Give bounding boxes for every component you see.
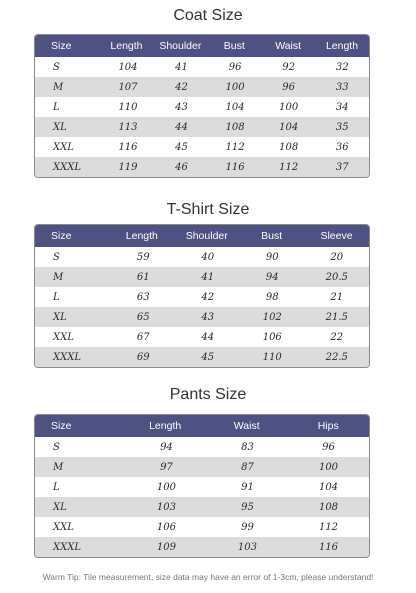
table-row bbox=[35, 247, 369, 267]
measurement-cell: 116 bbox=[118, 141, 138, 153]
tshirt-table-header bbox=[35, 225, 369, 247]
measurement-cell: 67 bbox=[136, 331, 150, 343]
size-cell: XXL bbox=[53, 521, 74, 533]
measurement-cell: 102 bbox=[262, 311, 282, 323]
measurement-cell: 21.5 bbox=[325, 311, 348, 323]
table-row bbox=[35, 497, 369, 517]
measurement-cell: 110 bbox=[118, 101, 138, 113]
measurement-cell: 43 bbox=[175, 101, 188, 113]
measurement-cell: 110 bbox=[262, 351, 282, 363]
measurement-cell: 100 bbox=[225, 81, 245, 93]
measurement-cell: 119 bbox=[118, 161, 138, 173]
pants-header-hips: Hips bbox=[317, 420, 339, 432]
measurement-cell: 42 bbox=[175, 81, 188, 93]
table-row bbox=[35, 57, 369, 77]
measurement-cell: 96 bbox=[322, 441, 335, 453]
pants-header-length: Length bbox=[149, 420, 182, 432]
measurement-cell: 108 bbox=[318, 501, 339, 513]
measurement-cell: 112 bbox=[318, 521, 339, 533]
size-cell: M bbox=[53, 271, 64, 283]
size-cell: XXXL bbox=[53, 541, 81, 553]
table-row bbox=[35, 157, 369, 177]
size-cell: S bbox=[53, 441, 60, 453]
coat-size-title: Coat Size bbox=[173, 7, 243, 24]
measurement-cell: 20 bbox=[330, 251, 344, 263]
table-row bbox=[35, 97, 369, 117]
size-cell: XXL bbox=[53, 141, 74, 153]
pants-size-title: Pants Size bbox=[169, 386, 247, 403]
table-row bbox=[35, 137, 369, 157]
measurement-cell: 92 bbox=[282, 61, 296, 73]
tshirt-table-body bbox=[35, 247, 369, 367]
measurement-cell: 104 bbox=[318, 481, 339, 493]
measurement-cell: 107 bbox=[118, 81, 138, 93]
measurement-cell: 98 bbox=[265, 291, 279, 303]
table-row bbox=[35, 347, 369, 367]
measurement-cell: 20.5 bbox=[325, 271, 348, 283]
measurement-cell: 61 bbox=[136, 271, 150, 283]
measurement-cell: 100 bbox=[318, 461, 339, 473]
measurement-cell: 22 bbox=[330, 331, 344, 343]
measurement-cell: 46 bbox=[175, 161, 188, 173]
tshirt-header-sleeve: Sleeve bbox=[320, 230, 353, 242]
measurement-cell: 94 bbox=[160, 441, 173, 453]
size-cell: S bbox=[53, 61, 60, 73]
measurement-cell: 59 bbox=[136, 251, 150, 263]
coat-table-body bbox=[35, 57, 369, 177]
measurement-cell: 41 bbox=[175, 61, 188, 73]
coat-header-bust: Bust bbox=[223, 40, 245, 52]
table-row bbox=[35, 477, 369, 497]
tshirt-size-title: T-Shirt Size bbox=[166, 201, 250, 218]
table-row bbox=[35, 437, 369, 457]
size-cell: M bbox=[53, 461, 64, 473]
measurement-cell: 43 bbox=[201, 311, 215, 323]
size-cell: XL bbox=[53, 311, 67, 323]
table-row bbox=[35, 117, 369, 137]
measurement-cell: 22.5 bbox=[325, 351, 348, 363]
measurement-cell: 100 bbox=[156, 481, 176, 493]
measurement-cell: 95 bbox=[241, 501, 254, 513]
measurement-cell: 109 bbox=[156, 541, 176, 553]
table-row bbox=[35, 77, 369, 97]
measurement-cell: 96 bbox=[282, 81, 296, 93]
size-cell: XXXL bbox=[53, 351, 81, 363]
measurement-cell: 21 bbox=[330, 291, 344, 303]
measurement-cell: 36 bbox=[335, 141, 349, 153]
size-cell: L bbox=[53, 101, 60, 113]
measurement-cell: 96 bbox=[228, 61, 242, 73]
coat-header-length: Length bbox=[110, 40, 143, 52]
pants-table-body bbox=[35, 437, 369, 557]
measurement-cell: 116 bbox=[318, 541, 339, 553]
table-row bbox=[35, 287, 369, 307]
tshirt-header-bust: Bust bbox=[261, 230, 283, 242]
size-cell: XL bbox=[53, 501, 67, 513]
size-cell: S bbox=[53, 251, 60, 263]
measurement-cell: 108 bbox=[279, 141, 299, 153]
measurement-cell: 112 bbox=[279, 161, 299, 173]
measurement-cell: 100 bbox=[279, 101, 299, 113]
measurement-cell: 106 bbox=[262, 331, 282, 343]
measurement-cell: 97 bbox=[160, 461, 173, 473]
measurement-cell: 33 bbox=[335, 81, 349, 93]
tshirt-header-size: Size bbox=[51, 230, 72, 242]
measurement-cell: 108 bbox=[225, 121, 245, 133]
measurement-cell: 63 bbox=[136, 291, 150, 303]
coat-size-table bbox=[34, 34, 370, 178]
measurement-cell: 94 bbox=[265, 271, 279, 283]
size-cell: XXL bbox=[53, 331, 74, 343]
table-row bbox=[35, 537, 369, 557]
measurement-cell: 41 bbox=[201, 271, 215, 283]
measurement-cell: 37 bbox=[335, 161, 349, 173]
measurement-cell: 106 bbox=[156, 521, 176, 533]
table-row bbox=[35, 307, 369, 327]
pants-header-size: Size bbox=[51, 420, 72, 432]
coat-header-size: Size bbox=[51, 40, 72, 52]
measurement-cell: 91 bbox=[241, 481, 254, 493]
measurement-cell: 42 bbox=[201, 291, 215, 303]
measurement-cell: 104 bbox=[225, 101, 245, 113]
measurement-cell: 103 bbox=[237, 541, 258, 553]
tshirt-size-table bbox=[34, 224, 370, 368]
measurement-cell: 34 bbox=[335, 101, 349, 113]
tshirt-header-shoulder: Shoulder bbox=[185, 230, 228, 242]
table-row bbox=[35, 267, 369, 287]
measurement-cell: 116 bbox=[225, 161, 245, 173]
table-row bbox=[35, 327, 369, 347]
measurement-cell: 40 bbox=[201, 251, 215, 263]
measurement-cell: 45 bbox=[201, 351, 215, 363]
measurement-cell: 83 bbox=[241, 441, 254, 453]
size-cell: L bbox=[53, 481, 60, 493]
tshirt-header-length: Length bbox=[125, 230, 158, 242]
measurement-cell: 45 bbox=[175, 141, 188, 153]
measurement-cell: 44 bbox=[201, 331, 215, 343]
measurement-cell: 113 bbox=[118, 121, 138, 133]
warm-tip-note: Warm Tip: Tile measurement, size data may have an error of 1-3cm, please understand! bbox=[42, 572, 374, 582]
measurement-cell: 35 bbox=[335, 121, 349, 133]
measurement-cell: 65 bbox=[136, 311, 150, 323]
measurement-cell: 112 bbox=[225, 141, 245, 153]
measurement-cell: 90 bbox=[265, 251, 279, 263]
coat-header-sleeve-length: Length bbox=[325, 40, 359, 52]
coat-header-waist: Waist bbox=[275, 40, 302, 52]
size-cell: XL bbox=[53, 121, 67, 133]
measurement-cell: 104 bbox=[279, 121, 299, 133]
coat-header-shoulder: Shoulder bbox=[159, 40, 202, 52]
measurement-cell: 99 bbox=[241, 521, 254, 533]
size-cell: L bbox=[53, 291, 60, 303]
measurement-cell: 44 bbox=[175, 121, 188, 133]
table-row bbox=[35, 517, 369, 537]
measurement-cell: 69 bbox=[136, 351, 150, 363]
measurement-cell: 103 bbox=[156, 501, 176, 513]
pants-size-table bbox=[34, 414, 370, 558]
size-cell: XXXL bbox=[53, 161, 81, 173]
size-cell: M bbox=[53, 81, 64, 93]
measurement-cell: 104 bbox=[118, 61, 138, 73]
table-row bbox=[35, 457, 369, 477]
measurement-cell: 87 bbox=[241, 461, 254, 473]
pants-table-header bbox=[35, 415, 369, 437]
pants-header-waist: Waist bbox=[233, 420, 260, 432]
measurement-cell: 32 bbox=[335, 61, 349, 73]
coat-table-header bbox=[35, 35, 369, 57]
